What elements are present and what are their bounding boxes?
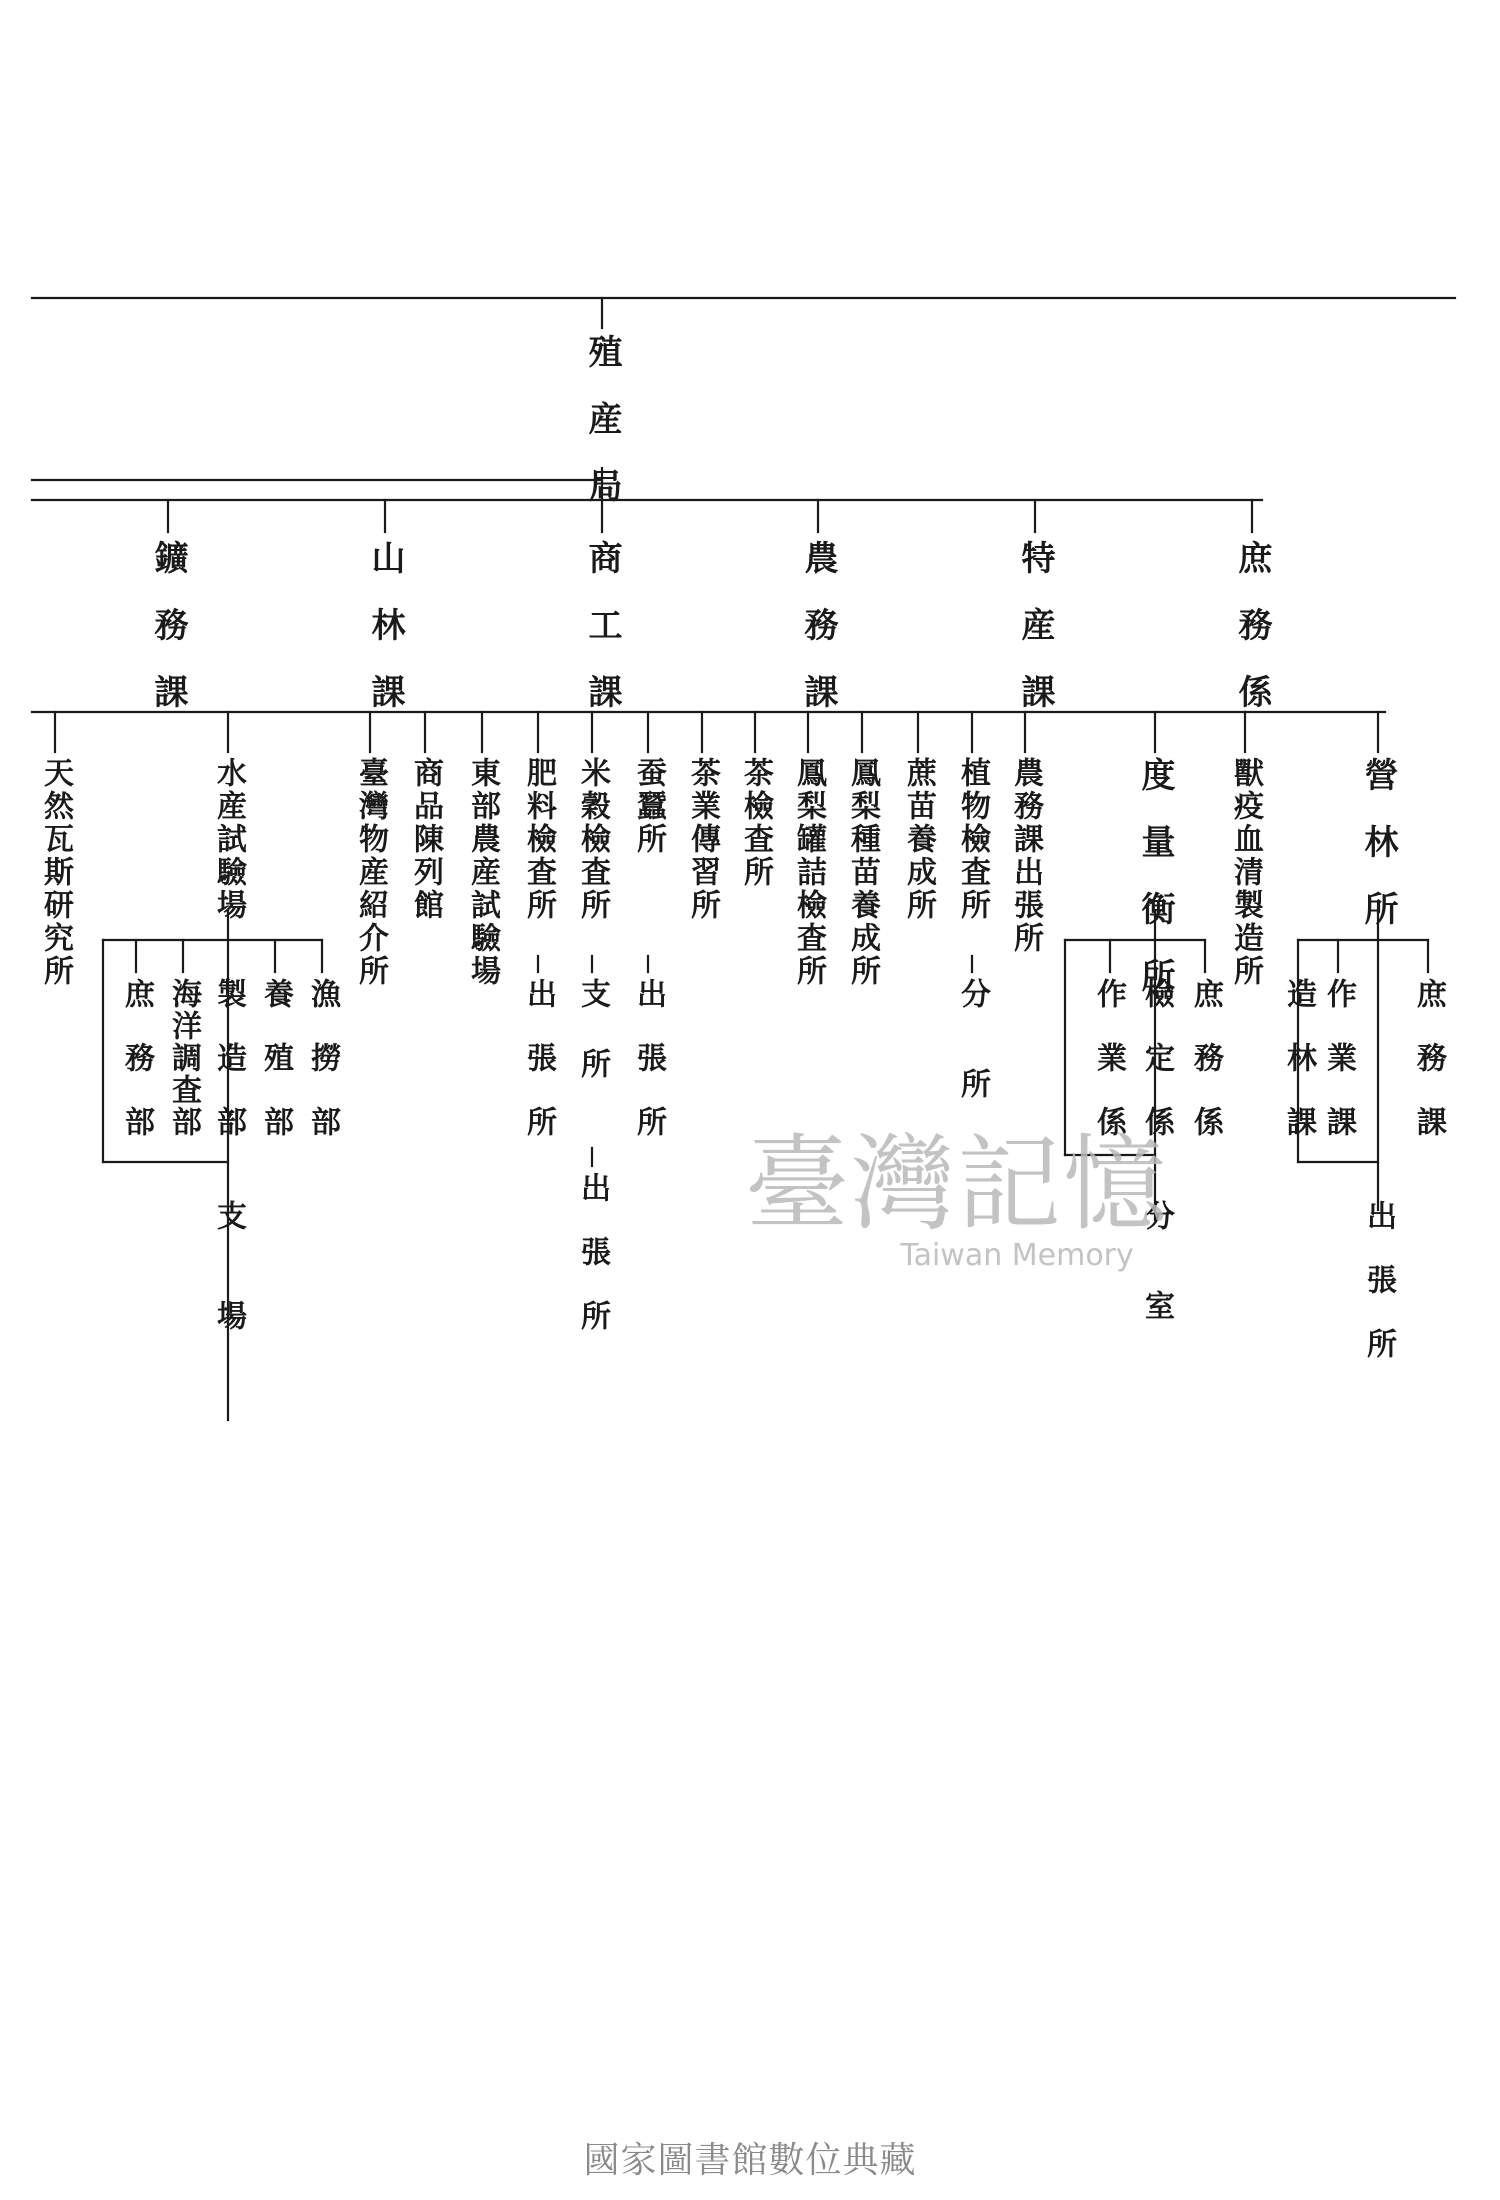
measures-general: 庶務係 xyxy=(1188,978,1223,1170)
office-pineapple-seedling: 鳳梨種苗養成所 xyxy=(845,757,880,988)
office-weights-measures: 度量衡所 xyxy=(1135,757,1175,1025)
office-eastern-agri-station: 東部農産試驗場 xyxy=(465,757,500,988)
watermark-chinese: 臺灣記憶 xyxy=(745,1123,1170,1245)
fisheries-dept-processing: 製造部 xyxy=(211,978,246,1170)
bureau-title: 殖産局 xyxy=(582,334,622,535)
office-fertilizer-inspection: 肥料檢査所 xyxy=(521,757,556,922)
office-cane-seedling: 蔗苗養成所 xyxy=(901,757,936,922)
rice-branch-sub: 出張所 xyxy=(575,1172,610,1364)
office-silkworm: 蚕蠶所 xyxy=(631,757,666,856)
section-commerce: 商工課 xyxy=(582,540,622,741)
office-fisheries-station: 水産試驗場 xyxy=(211,757,246,922)
measures-verification: 檢定係 xyxy=(1139,978,1174,1170)
watermark-english: Taiwan Memory xyxy=(900,1238,1134,1273)
fisheries-dept-general: 庶務部 xyxy=(119,978,154,1170)
fisheries-dept-ocean-survey: 海洋調査部 xyxy=(166,978,201,1138)
section-forestry: 山林課 xyxy=(365,540,405,741)
forestry-afforestation: 造林課 xyxy=(1281,978,1316,1170)
measures-branch: 分室 xyxy=(1139,1200,1174,1380)
rice-branch: 支所 xyxy=(575,978,610,1118)
forestry-operations: 作業課 xyxy=(1321,978,1356,1170)
office-rice-inspection: 米穀檢査所 xyxy=(575,757,610,922)
fisheries-branch: 支場 xyxy=(211,1200,246,1400)
silkworm-branch: 出張所 xyxy=(631,978,666,1170)
forestry-branch: 出張所 xyxy=(1361,1200,1396,1392)
fisheries-dept-fishing: 漁撈部 xyxy=(305,978,340,1170)
section-general-affairs: 庶務係 xyxy=(1232,540,1272,741)
office-tea-inspection: 茶檢査所 xyxy=(738,757,773,889)
office-natural-gas-lab: 天然瓦斯研究所 xyxy=(38,757,73,988)
office-product-intro: 臺灣物産紹介所 xyxy=(353,757,388,988)
measures-operations: 作業係 xyxy=(1091,978,1126,1170)
office-forestry-bureau: 營林所 xyxy=(1358,757,1398,958)
office-animal-serum: 獸疫血清製造所 xyxy=(1228,757,1263,988)
fertilizer-branch: 出張所 xyxy=(521,978,556,1170)
office-plant-inspection: 植物檢査所 xyxy=(955,757,990,922)
office-pineapple-cannery-inspection: 鳳梨罐詰檢査所 xyxy=(791,757,826,988)
footer-credit: 國家圖書館數位典藏 xyxy=(583,2140,917,2181)
fisheries-dept-aquaculture: 養殖部 xyxy=(258,978,293,1170)
section-mining: 鑛務課 xyxy=(148,540,188,741)
plant-branch: 分所 xyxy=(955,978,990,1158)
office-tea-training: 茶業傳習所 xyxy=(685,757,720,922)
watermark xyxy=(745,1100,1169,1273)
office-agri-branch: 農務課出張所 xyxy=(1008,757,1043,955)
office-product-exhibit: 商品陳列館 xyxy=(408,757,443,922)
forestry-general: 庶務課 xyxy=(1411,978,1446,1170)
section-agriculture: 農務課 xyxy=(798,540,838,741)
section-specialty: 特産課 xyxy=(1015,540,1055,741)
